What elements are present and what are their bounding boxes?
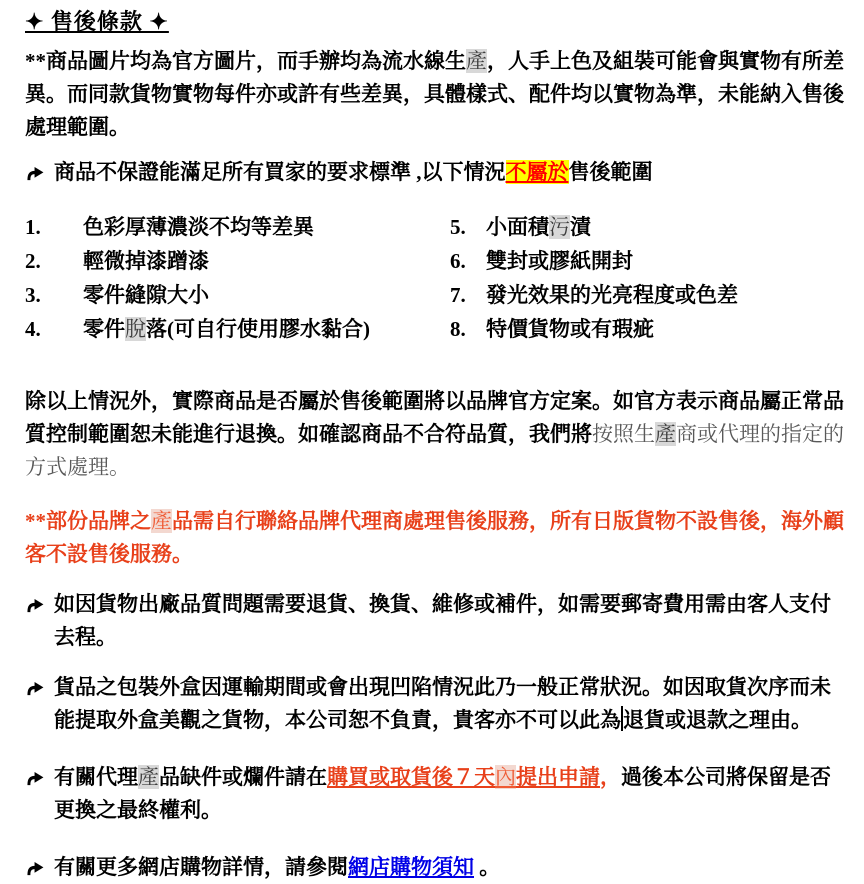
list-number: 4. [25,317,41,341]
factory-defect-bullet [25,588,848,654]
text-run: 貨品之包裝外盒因運輸期間或會出現凹陷情況此乃一般正常狀況。如因取貨次序而未能提取外盒美觀之貨物，本公司恕不負責，貴客亦不可以此為 [54,675,831,732]
agent-missing-parts-bullet [25,761,848,827]
store-shopping-guide-link[interactable]: 網店購物須知 [348,855,474,879]
list-item [450,278,848,312]
text-run: 產 [466,49,487,73]
text-run: ， [600,765,621,789]
text-run: 有關更多網店購物詳情，請參閱 [54,855,348,879]
text-run: 零件縫隙大小 [83,283,209,307]
more-info-bullet [25,851,848,884]
list-item-text [83,312,370,346]
exclusions-right-column [450,210,848,346]
guarantee-bullet [25,156,848,189]
exclusions-list [25,210,848,346]
list-item [25,244,450,278]
arrow-bullet-icon [25,680,45,696]
packaging-bullet [25,671,848,737]
packaging-text [54,671,848,737]
text-run: 按照生 [592,422,655,446]
text-run: 落(可自行使用膠水黏合) [146,317,370,341]
text-run: 發光效果的光亮程度或色差 [486,283,738,307]
list-item-text [83,244,209,278]
text-run: 脫 [125,317,146,341]
text-run: 特價貨物或有瑕疵 [486,317,654,341]
text-run: 商或代理的指定的方式處理。 [25,422,844,479]
factory-defect-text [54,588,848,654]
more-info-text [54,851,500,884]
guarantee-text [54,156,653,189]
text-run: 品缺件或爛件請在 [159,765,327,789]
text-run: 不屬於 [505,160,569,184]
text-run: 產 [138,765,159,789]
text-run: 如因貨物出廠品質問題需要退貨、換貨、維修或補件，如需要郵寄費用需由客人支付去程。 [54,592,831,649]
list-item-text [83,278,209,312]
text-run: 小面積 [486,215,549,239]
text-run: 購買或取貨後７天 [327,765,495,789]
text-run: **商品圖片均為官方圖片，而手辦均為流水線生 [25,49,466,73]
list-item-text [486,278,738,312]
text-run: 售後範圍 [568,160,653,184]
list-number: 5. [450,215,466,239]
list-number: 7. [450,283,466,307]
arrow-bullet-icon [25,770,45,786]
list-item [450,244,848,278]
text-run: 。 [474,855,501,879]
list-number: 8. [450,317,466,341]
list-number: 2. [25,249,41,273]
text-run: 提出申請 [516,765,600,789]
text-run: 零件 [83,317,125,341]
text-run: 有關代理 [54,765,138,789]
policy-paragraph [25,385,848,484]
text-run: 商品不保證能滿足所有買家的要求標準 ,以下情況 [54,160,506,184]
text-run: **部份品牌之 [25,509,151,533]
list-item [25,210,450,244]
text-run: 過後本公司將保留是否更換之最終權利。 [54,765,831,822]
arrow-bullet-icon [25,860,45,876]
text-run: 內 [495,765,516,789]
text-run: 產 [151,509,172,533]
intro-paragraph [25,45,848,144]
list-number: 6. [450,249,466,273]
list-item [450,210,848,244]
text-run: ，人手上色及組裝可能會與實物有所差異。而同款貨物實物每件亦或許有些差異，具體樣式、配件均以實物為準，未能納入售後處理範圍。 [25,49,844,139]
text-run: 輕微掉漆蹭漆 [83,249,209,273]
text-run: 產 [655,422,676,446]
text-run: 品需自行聯絡品牌代理商處理售後服務，所有日版貨物不設售後，海外顧客不設售後服務。 [25,509,844,566]
list-number: 3. [25,283,41,307]
list-number: 1. [25,215,41,239]
exclusions-left-column [25,210,450,346]
text-run: 污 [549,215,570,239]
list-item-text [83,210,314,244]
page-title: ✦ 售後條款 ✦ [25,9,169,34]
arrow-bullet-icon [25,165,45,181]
text-run: 色彩厚薄濃淡不均等差異 [83,215,314,239]
brand-notice-paragraph [25,505,848,571]
arrow-bullet-icon [25,597,45,613]
text-run: 除以上情況外，實際商品是否屬於售後範圍將以品牌官方定案。如官方表示商品屬正常品質控制範圍恕未能進行退換。如確認商品不合符品質，我們將 [25,389,844,446]
agent-missing-parts-text [54,761,848,827]
list-item [450,312,848,346]
list-item-text [486,244,633,278]
list-item-text [486,312,654,346]
list-item [25,312,450,346]
text-run: 漬 [570,215,591,239]
text-run: 退貨或退款之理由。 [623,708,812,732]
list-item [25,278,450,312]
text-run: 雙封或膠紙開封 [486,249,633,273]
list-item-text [486,210,591,244]
